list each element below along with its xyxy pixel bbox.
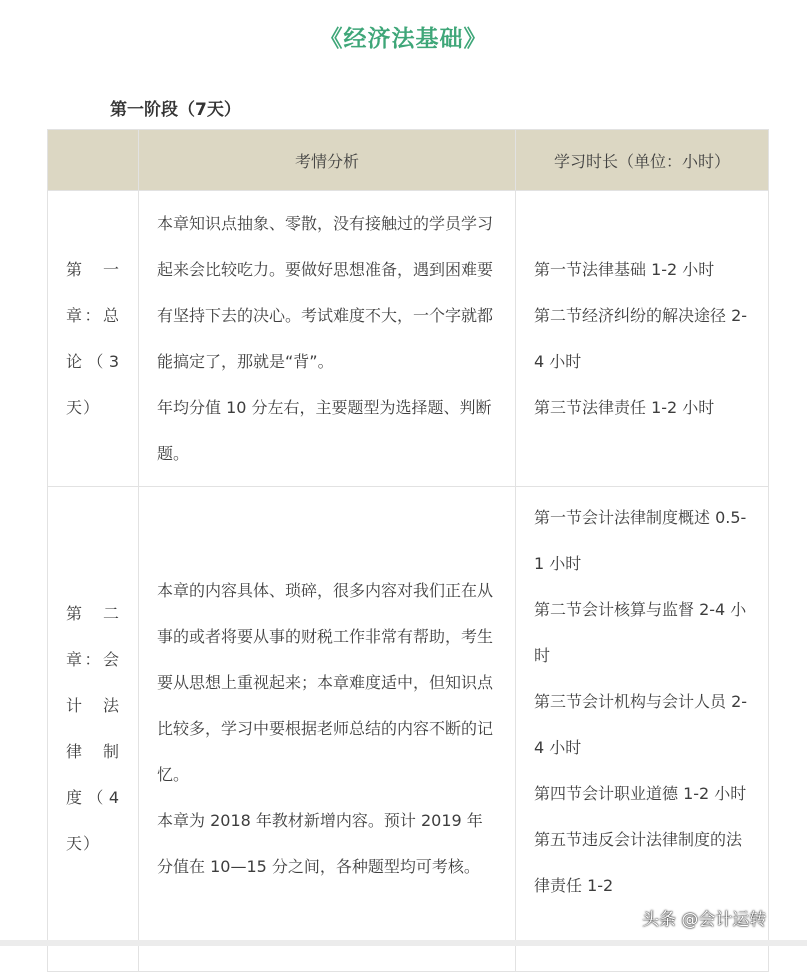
duration-item: 第二节经济纠纷的解决途径 2-4 小时	[534, 305, 748, 371]
chapter-cell	[48, 191, 139, 487]
chapter-line: 章：总	[66, 305, 120, 325]
analysis-paragraph: 年均分值 10 分左右，主要题型为选择题、判断题。	[157, 397, 492, 463]
duration-item: 第一节法律基础 1-2 小时	[534, 259, 715, 279]
chapter-line: 章：会	[66, 650, 120, 669]
stage-heading: 第一阶段（7天）	[110, 100, 241, 120]
analysis-paragraph: 本章为 2018 年教材新增内容。预计 2019 年分值在 10—15 分之间，各种题型均可考核。	[157, 811, 483, 876]
watermark: 头条 @会计运转	[642, 910, 767, 930]
chapter-line: 计 法	[66, 696, 120, 715]
duration-item: 第四节会计职业道德 1-2 小时	[534, 784, 747, 803]
chapter-line: 第 一	[66, 259, 120, 279]
analysis-paragraph: 本章知识点抽象、零散，没有接触过的学员学习起来会比较吃力。要做好思想准备，遇到困难要有坚持下去的决心。考试难度不大，一个字就都能搞定了，那就是“背”。	[157, 213, 494, 371]
duration-cell	[516, 487, 769, 972]
study-plan-table	[47, 129, 769, 972]
document-title: 《经济法基础》	[319, 26, 488, 52]
chapter-line: 天）	[66, 834, 101, 853]
header-chapter	[48, 130, 139, 191]
chapter-line: 度（4	[66, 788, 120, 807]
header-duration: 学习时长（单位：小时）	[516, 130, 769, 191]
analysis-cell	[139, 487, 516, 972]
table-row	[48, 487, 769, 972]
duration-item: 第二节会计核算与监督 2-4 小时	[534, 600, 747, 665]
duration-item: 第一节会计法律制度概述 0.5-1 小时	[534, 508, 747, 573]
table-row	[48, 191, 769, 487]
header-analysis: 考情分析	[139, 130, 516, 191]
duration-item: 第五节违反会计法律制度的法律责任 1-2	[534, 830, 743, 895]
analysis-paragraph: 本章的内容具体、琐碎，很多内容对我们正在从事的或者将要从事的财税工作非常有帮助，考生要从思想上重视起来；本章难度适中，但知识点比较多，学习中要根据老师总结的内容不断的记忆。	[157, 581, 494, 784]
table-header-row	[48, 130, 769, 191]
chapter-cell	[48, 487, 139, 972]
bottom-bar	[0, 940, 807, 946]
duration-item: 第三节会计机构与会计人员 2-4 小时	[534, 692, 748, 757]
chapter-line: 论（3	[66, 351, 120, 371]
chapter-line: 第 二	[66, 604, 120, 623]
duration-cell	[516, 191, 769, 487]
analysis-cell	[139, 191, 516, 487]
chapter-line: 律 制	[66, 742, 120, 761]
duration-item: 第三节法律责任 1-2 小时	[534, 397, 715, 417]
chapter-line: 天）	[66, 397, 101, 417]
